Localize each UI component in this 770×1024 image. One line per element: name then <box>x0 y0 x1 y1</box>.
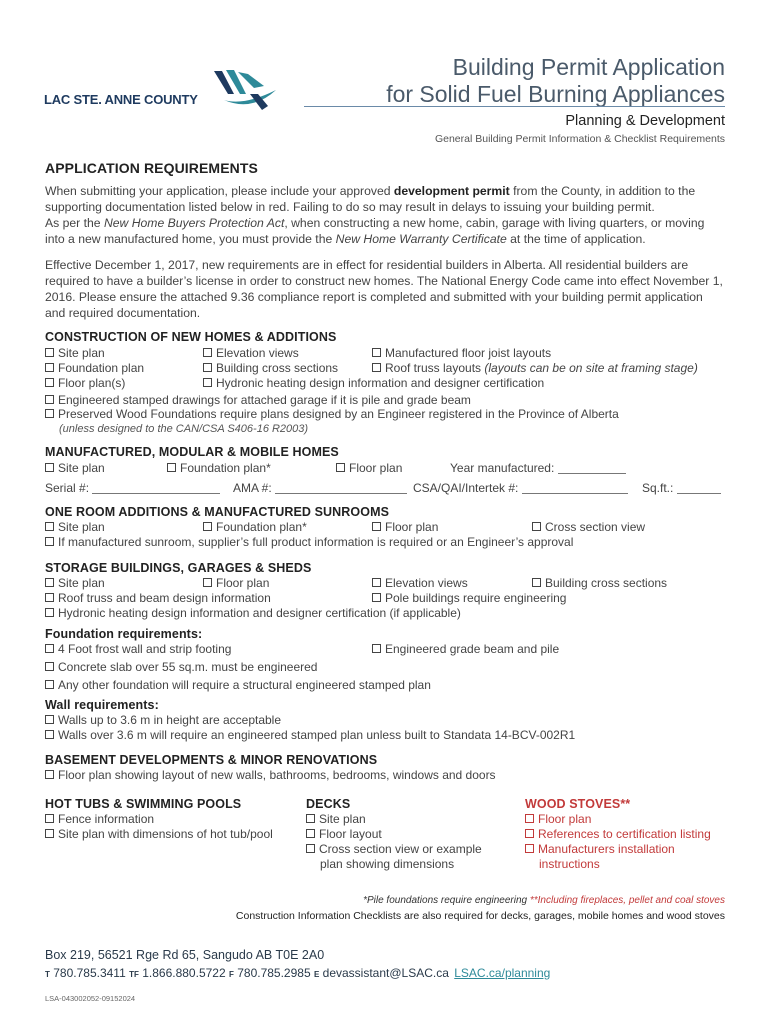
label: Floor layout <box>319 827 382 841</box>
ama-blank[interactable] <box>275 482 407 494</box>
checkbox-construction-preserved-wood[interactable] <box>45 407 619 422</box>
label: Floor plan <box>216 576 270 590</box>
label: Any other foundation will require a structural engineered stamped plan <box>58 678 431 692</box>
checkbox-construction-cross-sections[interactable] <box>203 361 338 376</box>
hot-tubs-title: HOT TUBS & SWIMMING POOLS <box>45 797 242 811</box>
intro-paragraph <box>45 183 725 215</box>
label: Pole buildings require engineering <box>385 591 567 605</box>
label: Engineered grade beam and pile <box>385 642 560 656</box>
county-name: LAC STE. ANNE COUNTY <box>44 92 198 107</box>
checkbox-icon <box>306 829 315 838</box>
checkbox-icon <box>372 578 381 587</box>
county-logo <box>44 66 284 116</box>
checkbox-icon <box>45 378 54 387</box>
checkbox-icon <box>336 463 345 472</box>
manufactured-title: MANUFACTURED, MODULAR & MOBILE HOMES <box>45 445 339 459</box>
construction-title: CONSTRUCTION OF NEW HOMES & ADDITIONS <box>45 330 337 344</box>
label: Sq.ft.: <box>642 481 674 495</box>
checkbox-icon <box>45 537 54 546</box>
checkbox-storage-floor-plan[interactable] <box>203 576 269 591</box>
csa-field[interactable] <box>413 481 628 496</box>
checkbox-icon <box>203 348 212 357</box>
label: Building cross sections <box>216 361 339 375</box>
checkbox-icon <box>45 395 54 404</box>
checkbox-storage-site-plan[interactable] <box>45 576 105 591</box>
label: If manufactured sunroom, supplier’s full product information is required or an Engineer’s approval <box>58 535 574 549</box>
checkbox-deck-cross-section[interactable] <box>306 842 482 857</box>
fax-label: F <box>228 970 234 979</box>
checkbox-foundation-concrete-slab[interactable] <box>45 660 317 675</box>
toll-free-number: 1.866.880.5722 <box>142 966 226 980</box>
checkbox-construction-elevation-views[interactable] <box>203 346 299 361</box>
footer-contact <box>45 966 550 980</box>
label: Engineered stamped drawings for attached garage if it is pile and grade beam <box>58 393 471 407</box>
label: Site plan <box>58 576 105 590</box>
checkbox-icon <box>45 593 54 602</box>
label: Floor plan <box>385 520 439 534</box>
warranty-text-3: at the time of application. <box>506 232 646 246</box>
checkbox-icon <box>203 363 212 372</box>
label: Floor plan showing layout of new walls, bathrooms, bedrooms, windows and doors <box>58 768 496 782</box>
label: Site plan with dimensions of hot tub/pool <box>58 827 273 841</box>
checkbox-icon <box>306 814 315 823</box>
checkbox-storage-hydronic[interactable] <box>45 606 461 621</box>
basement-title: BASEMENT DEVELOPMENTS & MINOR RENOVATIONS <box>45 753 378 767</box>
checkbox-deck-site-plan[interactable] <box>306 812 366 827</box>
storage-title: STORAGE BUILDINGS, GARAGES & SHEDS <box>45 561 312 575</box>
checkbox-sunroom-foundation-plan[interactable] <box>203 520 307 535</box>
intro-development-permit: development permit <box>393 184 510 198</box>
checkbox-sunroom-floor-plan[interactable] <box>372 520 438 535</box>
checkbox-manufactured-site-plan[interactable] <box>45 461 105 476</box>
label: Manufactured floor joist layouts <box>385 346 552 360</box>
sunrooms-title: ONE ROOM ADDITIONS & MANUFACTURED SUNROOMS <box>45 505 390 519</box>
checkbox-icon <box>45 770 54 779</box>
checkbox-storage-cross-sections[interactable] <box>532 576 667 591</box>
checkbox-construction-hydronic[interactable] <box>203 376 544 391</box>
checkbox-icon <box>203 522 212 531</box>
phone-number: 780.785.3411 <box>53 966 126 980</box>
label: Walls over 3.6 m will require an engineered stamped plan unless built to Standata 14-BCV-002R1 <box>58 728 576 742</box>
fireplace-note: **Including fireplaces, pellet and coal stoves <box>529 895 725 906</box>
checkbox-stove-floor-plan[interactable] <box>525 812 591 827</box>
checkbox-icon <box>45 680 54 689</box>
label: Floor plan <box>538 812 592 826</box>
footnotes <box>363 895 725 906</box>
label: Roof truss layouts <box>385 361 485 375</box>
year-manufactured-field[interactable] <box>450 461 626 476</box>
roof-truss-note: (layouts can be on site at framing stage) <box>484 361 698 375</box>
checkbox-icon <box>532 522 541 531</box>
intro-text-1: When submitting your application, please include your approved <box>45 184 394 198</box>
label: Walls up to 3.6 m in height are acceptable <box>58 713 282 727</box>
website-link[interactable]: LSAC.ca/planning <box>454 966 551 980</box>
document-code: LSA-043002052-09152024 <box>45 994 136 1003</box>
checkbox-icon <box>525 829 534 838</box>
department-name: Planning & Development <box>565 113 725 129</box>
application-requirements-title: APPLICATION REQUIREMENTS <box>45 160 258 176</box>
checkbox-foundation-other[interactable] <box>45 678 431 693</box>
checkbox-deck-floor-layout[interactable] <box>306 827 382 842</box>
year-blank[interactable] <box>558 462 626 474</box>
label: CSA/QAI/Intertek #: <box>413 481 519 495</box>
checkbox-manufactured-foundation-plan[interactable] <box>167 461 271 476</box>
label: Hydronic heating design information and designer certification <box>216 376 545 390</box>
label: Fence information <box>58 812 155 826</box>
application-requirements-text <box>45 183 725 321</box>
checkbox-icon <box>45 409 54 418</box>
label: Manufacturers installation <box>538 842 675 856</box>
warranty-text-2: , when constructing a new home, cabin, garage with living quarters, or moving into a new manufactured home, you must provide the <box>45 216 705 246</box>
label: Site plan <box>58 520 105 534</box>
deck-cross-section-line2: plan showing dimensions <box>320 857 455 871</box>
checkbox-icon <box>372 363 381 372</box>
checkbox-icon <box>45 730 54 739</box>
checkbox-icon <box>372 593 381 602</box>
checkbox-icon <box>45 662 54 671</box>
sqft-blank[interactable] <box>677 482 721 494</box>
checkbox-icon <box>45 715 54 724</box>
checkbox-icon <box>45 522 54 531</box>
checkbox-icon <box>45 829 54 838</box>
checkbox-icon <box>525 844 534 853</box>
checkbox-icon <box>45 463 54 472</box>
checklists-note: Construction Information Checklists are also required for decks, garages, mobile homes and wood stoves <box>235 910 725 922</box>
label: Foundation plan* <box>216 520 307 534</box>
checkbox-icon <box>45 363 54 372</box>
label: Floor plan(s) <box>58 376 126 390</box>
label: Serial #: <box>45 481 90 495</box>
county-logo-mark-icon <box>204 66 284 116</box>
checkbox-manufactured-floor-plan[interactable] <box>336 461 402 476</box>
label: 4 Foot frost wall and strip footing <box>58 642 232 656</box>
checkbox-walls-up-to[interactable] <box>45 713 281 728</box>
label: Foundation plan* <box>180 461 271 475</box>
checkbox-icon <box>45 348 54 357</box>
checkbox-icon <box>167 463 176 472</box>
label: References to certification listing <box>538 827 711 841</box>
label: Hydronic heating design information and designer certification (if applicable) <box>58 606 461 620</box>
email-address[interactable]: devassistant@LSAC.ca <box>322 966 449 980</box>
checkbox-icon <box>203 578 212 587</box>
serial-blank[interactable] <box>92 482 220 494</box>
fax-number: 780.785.2985 <box>237 966 311 980</box>
footer-address: Box 219, 56521 Rge Rd 65, Sangudo AB T0E 2A0 <box>45 948 325 962</box>
label: Elevation views <box>385 576 468 590</box>
checkbox-icon <box>525 814 534 823</box>
label: Building cross sections <box>545 576 668 590</box>
checkbox-foundation-grade-beam[interactable] <box>372 642 559 657</box>
label: AMA #: <box>233 481 272 495</box>
checkbox-storage-elevation-views[interactable] <box>372 576 468 591</box>
checkbox-icon <box>532 578 541 587</box>
checkbox-hot-tub-site-plan[interactable] <box>45 827 273 842</box>
checkbox-construction-floor-plans[interactable] <box>45 376 125 391</box>
label: Preserved Wood Foundations require plans designed by an Engineer registered in the Province of Alberta <box>58 407 619 421</box>
label: Floor plan <box>349 461 403 475</box>
label: Roof truss and beam design information <box>58 591 271 605</box>
builder-license-paragraph: Effective December 1, 2017, new requirements are in effect for residential builders in Alberta. All residential builders are required to have a builder’s license in order to construct new homes. The National Energy Code came into effect November 1, 2016. Please ensure the attached 9.36 compliance report is completed and submitted with your building permit application and required documentation. <box>45 258 723 320</box>
checkbox-icon <box>372 522 381 531</box>
label: Concrete slab over 55 sq.m. must be engineered <box>58 660 318 674</box>
serial-field[interactable] <box>45 481 220 496</box>
sqft-field[interactable] <box>642 481 721 496</box>
header-divider <box>304 106 725 107</box>
label: Cross section view or example <box>319 842 482 856</box>
wood-stoves-title: WOOD STOVES** <box>525 797 631 811</box>
checkbox-stove-references[interactable] <box>525 827 711 842</box>
toll-free-label: TF <box>129 970 139 979</box>
checkbox-stove-manufacturers[interactable] <box>525 842 675 857</box>
decks-title: DECKS <box>306 797 351 811</box>
csa-blank[interactable] <box>522 482 628 494</box>
checkbox-icon <box>45 578 54 587</box>
checkbox-construction-joist-layouts[interactable] <box>372 346 551 361</box>
checkbox-construction-site-plan[interactable] <box>45 346 105 361</box>
intro-text-2: from the County, in addition to the supporting documentation listed below in red. Failing to do so may result in delays to issuing your building permit. <box>45 184 696 214</box>
checkbox-icon <box>45 644 54 653</box>
checkbox-foundation-frost-wall[interactable] <box>45 642 231 657</box>
pile-foundation-note: *Pile foundations require engineering <box>363 895 528 906</box>
title-line-2: for Solid Fuel Burning Appliances <box>386 81 725 107</box>
label: Foundation plan <box>58 361 145 375</box>
label: Year manufactured: <box>450 461 555 475</box>
checkbox-icon <box>306 844 315 853</box>
checkbox-sunroom-cross-section[interactable] <box>532 520 645 535</box>
warranty-certificate-name: New Home Warranty Certificate <box>335 232 507 246</box>
title-line-1: Building Permit Application <box>452 54 725 80</box>
checkbox-construction-roof-truss[interactable] <box>372 361 698 376</box>
checkbox-sunroom-manufactured-note[interactable] <box>45 535 573 550</box>
checkbox-icon <box>372 644 381 653</box>
label: Elevation views <box>216 346 299 360</box>
checkbox-icon <box>203 378 212 387</box>
wall-requirements-title: Wall requirements: <box>45 698 159 712</box>
checkbox-construction-engineered-drawings[interactable] <box>45 393 471 408</box>
checkbox-construction-foundation-plan[interactable] <box>45 361 144 376</box>
checkbox-icon <box>372 348 381 357</box>
label: Site plan <box>58 346 105 360</box>
label: Site plan <box>58 461 105 475</box>
label: Cross section view <box>545 520 646 534</box>
checkbox-sunroom-site-plan[interactable] <box>45 520 105 535</box>
email-label: E <box>313 970 320 979</box>
label: Site plan <box>319 812 366 826</box>
stove-manufacturers-line2: instructions <box>539 857 600 871</box>
warranty-text-1: As per the <box>45 216 104 230</box>
checkbox-storage-roof-truss[interactable] <box>45 591 271 606</box>
checkbox-icon <box>45 608 54 617</box>
checkbox-hot-tub-fence[interactable] <box>45 812 154 827</box>
warranty-paragraph <box>45 215 725 247</box>
phone-label: T <box>45 970 50 979</box>
checkbox-basement-floor-plan[interactable] <box>45 768 496 783</box>
checkbox-icon <box>45 814 54 823</box>
preserved-wood-note: (unless designed to the CAN/CSA S406-16 R2003) <box>59 423 309 435</box>
checkbox-storage-pole-buildings[interactable] <box>372 591 566 606</box>
foundation-requirements-title: Foundation requirements: <box>45 627 203 641</box>
header-subheading: General Building Permit Information & Checklist Requirements <box>434 133 725 145</box>
ama-field[interactable] <box>233 481 407 496</box>
warranty-act-name: New Home Buyers Protection Act <box>103 216 285 230</box>
checkbox-walls-over[interactable] <box>45 728 575 743</box>
document-title <box>386 54 725 108</box>
